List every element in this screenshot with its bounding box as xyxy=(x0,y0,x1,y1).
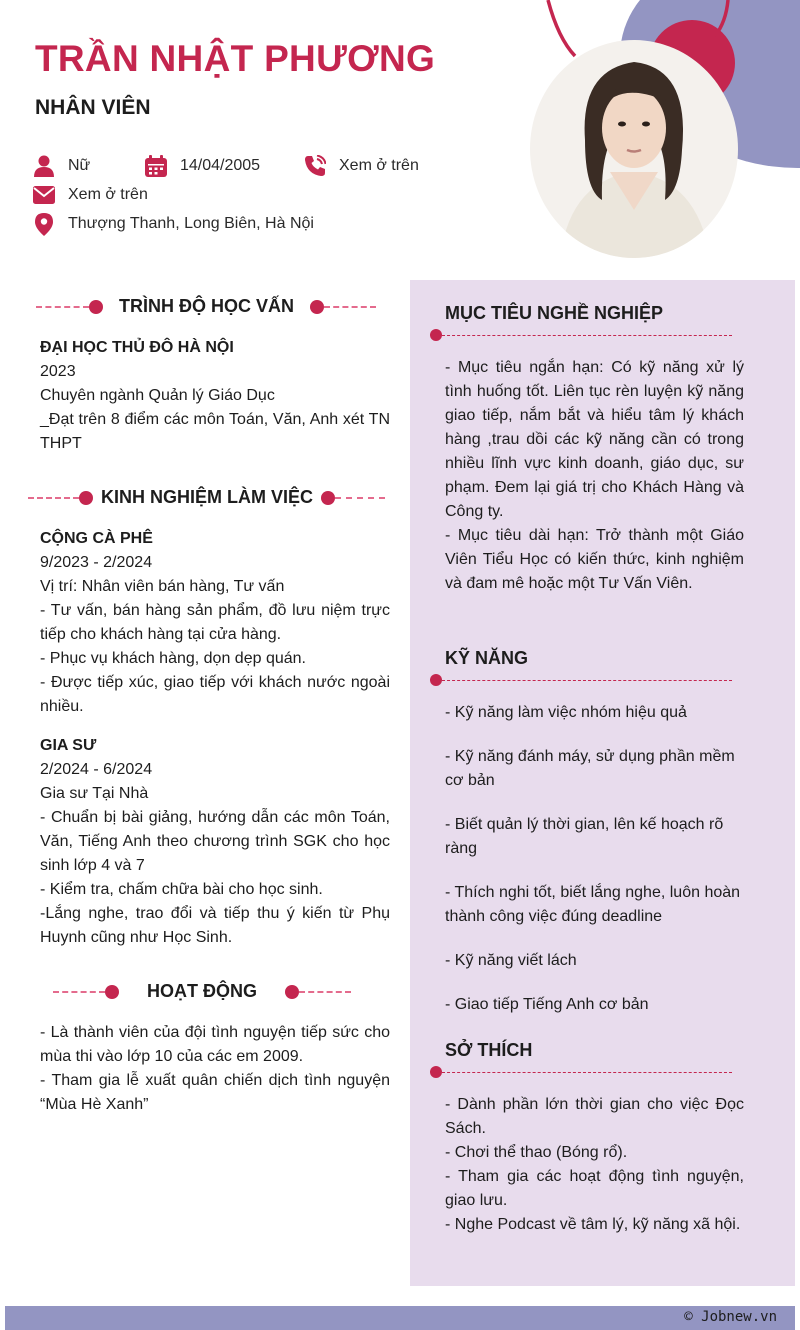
birthdate-info xyxy=(145,155,260,177)
education-note: _Đạt trên 8 điểm các môn Toán, Văn, Anh xét TN THPT xyxy=(40,411,390,452)
education-heading xyxy=(36,296,376,317)
footer-credit: © Jobnew.vn xyxy=(684,1309,777,1325)
skills-title: KỸ NĂNG xyxy=(445,648,529,668)
skill-item: - Kỹ năng viết lách xyxy=(445,952,577,969)
job-company: GIA SƯ xyxy=(40,737,97,754)
email-value: Xem ở trên xyxy=(68,186,148,203)
job-detail: - Kiểm tra, chấm chữa bài cho học sinh. xyxy=(40,881,323,898)
job-detail: - Phục vụ khách hàng, dọn dẹp quán. xyxy=(40,650,306,667)
skill-item: - Giao tiếp Tiếng Anh cơ bản xyxy=(445,996,649,1013)
profile-photo xyxy=(530,40,738,258)
activity-item: - Tham gia lễ xuất quân chiến dịch tình nguyện “Mùa Hè Xanh” xyxy=(40,1072,390,1113)
job-position: Gia sư Tại Nhà xyxy=(40,785,149,802)
objective-short-term: - Mục tiêu ngắn hạn: Có kỹ năng xử lý tình huống tốt. Liên tục rèn luyện kỹ năng giao tiếp, nắm bắt và hiểu tâm lý khách hàng ,trau dồi các kỹ năng cần có trong nhiều lĩnh vực kinh doanh, giáo dục, sư phạm. Đem lại giá trị cho Khách Hàng và Công ty. xyxy=(445,359,744,520)
job-period: 2/2024 - 6/2024 xyxy=(40,761,153,778)
hobby-item: - Tham gia các hoạt động tình nguyện, giao lưu. xyxy=(445,1168,744,1209)
phone-info xyxy=(304,155,419,177)
email-info xyxy=(33,184,148,206)
hobbies-divider xyxy=(430,1066,732,1078)
gender-info xyxy=(33,155,90,177)
skills-divider xyxy=(430,674,732,686)
activity-item: - Là thành viên của đội tình nguyện tiếp sức cho mùa thi vào lớp 10 của các em 2009. xyxy=(40,1024,390,1065)
map-pin-icon xyxy=(33,213,55,235)
job-entry xyxy=(40,734,390,950)
job-detail: - Chuẩn bị bài giảng, hướng dẫn các môn Toán, Văn, Tiếng Anh theo chương trình SGK cho học sinh lớp 4 và 7 xyxy=(40,809,390,874)
school-name: ĐẠI HỌC THỦ ĐÔ HÀ NỘI xyxy=(40,339,234,356)
envelope-icon xyxy=(33,184,55,206)
hobbies-list xyxy=(445,1093,744,1237)
activities-heading xyxy=(53,981,351,1002)
address-value: Thượng Thanh, Long Biên, Hà Nội xyxy=(68,215,314,232)
footer-bar xyxy=(5,1306,795,1330)
address-info xyxy=(33,213,314,235)
skill-item: - Biết quản lý thời gian, lên kế hoạch rõ ràng xyxy=(445,816,724,857)
experience-title: KINH NGHIỆM LÀM VIỆC xyxy=(101,487,314,507)
job-period: 9/2023 - 2/2024 xyxy=(40,554,153,571)
user-icon xyxy=(33,155,55,177)
hobby-item: - Nghe Podcast về tâm lý, kỹ năng xã hội. xyxy=(445,1216,741,1233)
job-company: CỘNG CÀ PHÊ xyxy=(40,530,153,547)
calendar-icon xyxy=(145,155,167,177)
job-title: NHÂN VIÊN xyxy=(35,96,151,119)
hobby-item: - Dành phần lớn thời gian cho việc Đọc Sách. xyxy=(445,1096,744,1137)
experience-heading xyxy=(28,487,385,508)
job-entry xyxy=(40,527,390,719)
gender-value: Nữ xyxy=(68,157,91,174)
birthdate-value: 14/04/2005 xyxy=(180,157,261,174)
skill-item: - Kỹ năng đánh máy, sử dụng phần mềm cơ bản xyxy=(445,748,735,789)
objective-long-term: - Mục tiêu dài hạn: Trở thành một Giáo Viên Tiểu Học có kiến thức, kinh nghiệm và đam mê hoặc một Tư Vấn Viên. xyxy=(445,527,744,592)
job-position: Vị trí: Nhân viên bán hàng, Tư vấn xyxy=(40,578,285,595)
education-year: 2023 xyxy=(40,363,76,380)
skills-list xyxy=(445,701,744,1017)
job-detail: -Lắng nghe, trao đổi và tiếp thu ý kiến từ Phụ Huynh cũng như Học Sinh. xyxy=(40,905,390,946)
objective-content xyxy=(445,356,744,596)
activities-title: HOẠT ĐỘNG xyxy=(147,981,257,1001)
hobby-item: - Chơi thể thao (Bóng rổ). xyxy=(445,1144,628,1161)
skill-item: - Kỹ năng làm việc nhóm hiệu quả xyxy=(445,704,687,721)
education-entry xyxy=(40,336,390,456)
hobbies-title: SỞ THÍCH xyxy=(445,1040,533,1060)
phone-value: Xem ở trên xyxy=(339,157,419,174)
education-title: TRÌNH ĐỘ HỌC VẤN xyxy=(119,296,294,316)
job-detail: - Tư vấn, bán hàng sản phẩm, đồ lưu niệm trực tiếp cho khách hàng tại cửa hàng. xyxy=(40,602,390,643)
objective-divider xyxy=(430,329,732,341)
objective-title: MỤC TIÊU NGHỀ NGHIỆP xyxy=(445,303,664,323)
skill-item: - Thích nghi tốt, biết lắng nghe, luôn hoàn thành công việc đúng deadline xyxy=(445,884,741,925)
education-major: Chuyên ngành Quản lý Giáo Dục xyxy=(40,387,275,404)
activities-list xyxy=(40,1021,390,1117)
candidate-name: TRẦN NHẬT PHƯƠNG xyxy=(35,38,436,79)
job-detail: - Được tiếp xúc, giao tiếp với khách nước ngoài nhiều. xyxy=(40,674,390,715)
phone-icon xyxy=(304,155,326,177)
